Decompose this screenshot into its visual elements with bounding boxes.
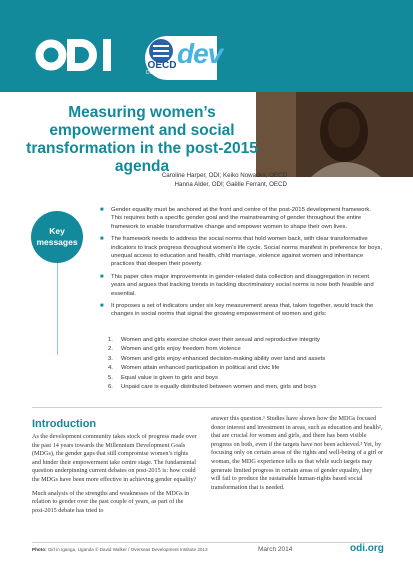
intro-column-left: [32, 433, 197, 520]
area-text: Women attain enhanced participation in political and civic life: [121, 365, 280, 372]
measurement-areas-list: [108, 336, 388, 392]
bullet-icon: ■: [100, 207, 104, 213]
intro-paragraph-2: Much analysis of the strengths and weaknesses of the MDGs in relation to gender over the past couple of years, as part of the post-2015 debate has tried to: [32, 489, 190, 514]
photo-credit: [32, 547, 208, 552]
measurement-area-item: [108, 374, 388, 383]
key-message-item: [100, 206, 382, 231]
area-number: 6.: [108, 384, 113, 391]
area-number: 2.: [108, 346, 113, 353]
measurement-area-item: [108, 364, 388, 373]
area-text: Women and girls enjoy enhanced decision-making ability over land and assets: [121, 355, 326, 362]
bullet-icon: ■: [100, 236, 104, 243]
key-message-item: [100, 235, 382, 269]
dev-word: dev: [177, 38, 223, 69]
measurement-area-item: [108, 383, 388, 392]
photo-credit-text: Girl in Iganga, Uganda © David Walker / Overseas Development Institute 2013: [46, 547, 208, 552]
publication-date: March 2014: [258, 546, 293, 553]
key-message-text: The framework needs to address the social norms that hold women back, with clear transformative indicators to track progress throughout women’s life cycle. Social norms manifest in preference for boys, unequal access to education and health, child marriage, violence against women and inheritance practices that deepen their poverty.: [111, 236, 382, 268]
website-link[interactable]: odi.org: [350, 543, 384, 554]
measurement-area-item: [108, 345, 388, 354]
oecd-word: OECD: [147, 60, 177, 71]
section-divider: [32, 407, 382, 408]
introduction-heading: Introduction: [32, 418, 97, 430]
key-message-text: It proposes a set of indicators under six key measurement areas that, taken together, would track the changes in social norms that signal the growing empowerment of women and girls:: [111, 303, 374, 318]
area-number: 3.: [108, 355, 113, 362]
intro-paragraph-3: answer this question.¹ Studies have shown how the MDGs focused donor interest and investment in areas, such as education and health², that are crucial for women and girls, and there has been visible progress on both, even if the targets have not been achieved.³ Yet, by focusing only on certain areas of the rights and well-being of a girl or woman, the MDG experience tells us that while such targets may generate limited progress in certain areas of gender equality, they will fail to produce the sustainable human-rights based social transformation that is needed.: [211, 415, 383, 491]
photo-credit-label: Photo:: [32, 547, 47, 552]
authors: [100, 172, 287, 189]
key-messages-badge: [31, 211, 83, 263]
authors-line-2: Hanna Alder, ODI; Gaëlle Ferrant, OECD: [174, 180, 287, 188]
odi-logo: [35, 38, 121, 72]
area-number: 5.: [108, 374, 113, 381]
footer-divider: [32, 542, 382, 543]
development-centre-label: DEVELOPMENT CENTRE: [146, 70, 212, 76]
measurement-area-item: [108, 355, 388, 364]
cover-photo: [256, 92, 413, 177]
key-message-text: This paper cites major improvements in gender-related data collection and disaggregation in recent years and argues that tracking trends in tackling discriminatory social norms is now both feasible and essential.: [111, 273, 374, 297]
key-messages-label-2: messages: [36, 237, 78, 247]
area-number: 1.: [108, 337, 113, 343]
key-messages-label-1: Key: [49, 226, 65, 236]
key-messages-divider: [57, 263, 58, 355]
area-number: 4.: [108, 365, 113, 372]
page-title: Measuring women’s empowerment and social transformation in the post-2015 agenda: [26, 104, 258, 175]
measurement-area-item: [108, 336, 388, 345]
key-message-item: [100, 302, 382, 319]
area-text: Women and girls exercise choice over their sexual and reproductive integrity: [121, 337, 320, 343]
key-messages-list: [100, 206, 382, 323]
intro-column-right: [211, 415, 383, 497]
area-text: Equal value is given to girls and boys: [121, 374, 218, 381]
bullet-icon: ■: [100, 273, 104, 280]
bullet-icon: ■: [100, 303, 104, 310]
intro-paragraph-1: As the development community takes stock of progress made over the past 14 years towards the Millennium Development Goals (MDGs), the gender gaps that still compromise women’s rights and hinder their empowerment take centre stage. The fundamental question underpinning current debates on post-2015 is: how could the MDGs have been more effective in achieving gender equality?: [32, 433, 197, 483]
area-text: Women and girls enjoy freedom from violence: [121, 346, 241, 353]
authors-line-1: Caroline Harper, ODI; Keiko Nowacka, OECD: [161, 172, 287, 179]
area-text: Unpaid care is equally distributed between women and men, girls and boys: [121, 384, 317, 391]
key-message-item: [100, 273, 382, 298]
key-message-text: Gender equality must be anchored at the front and centre of the post-2015 development framework. This requires both a specific gender goal and the mainstreaming of gender throughout the entire framework to enable transformative change and empower women to shape their own lives.: [111, 207, 371, 230]
